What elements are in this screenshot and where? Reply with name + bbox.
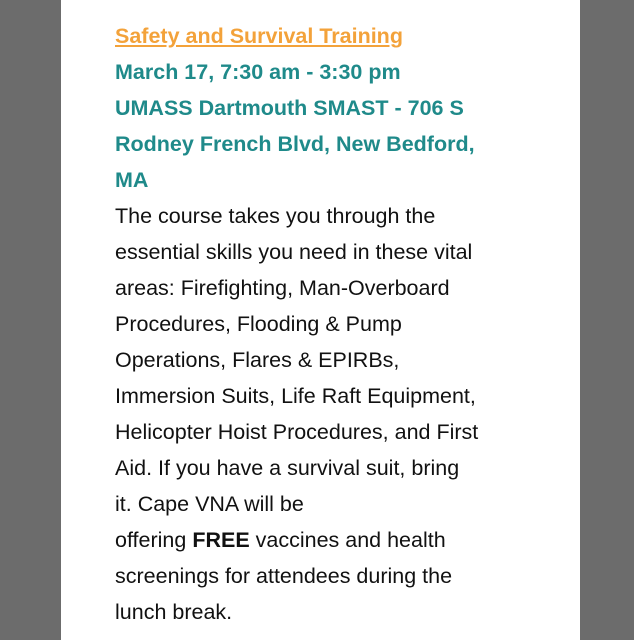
closing-line: screenings for attendees during the bbox=[115, 564, 453, 588]
event-content bbox=[115, 18, 575, 630]
description-line: areas: Firefighting, Man-Overboard bbox=[115, 276, 450, 300]
description-line: Aid. If you have a survival suit, bring bbox=[115, 456, 460, 480]
event-location-line: UMASS Dartmouth SMAST - 706 S bbox=[115, 96, 464, 120]
description-line: The course takes you through the bbox=[115, 204, 436, 228]
offer-free-emphasis: FREE bbox=[192, 528, 250, 552]
description-line: Immersion Suits, Life Raft Equipment, bbox=[115, 384, 476, 408]
description-line: essential skills you need in these vital bbox=[115, 240, 473, 264]
event-location-line: MA bbox=[115, 168, 149, 192]
description-line: Helicopter Hoist Procedures, and First bbox=[115, 420, 479, 444]
description-line: it. Cape VNA will be bbox=[115, 492, 304, 516]
page bbox=[61, 0, 580, 640]
event-location-line: Rodney French Blvd, New Bedford, bbox=[115, 132, 475, 156]
event-date-time: March 17, 7:30 am - 3:30 pm bbox=[115, 60, 401, 84]
offer-prefix: offering bbox=[115, 528, 193, 552]
closing-line: lunch break. bbox=[115, 600, 233, 624]
event-title-link[interactable]: Safety and Survival Training bbox=[115, 24, 403, 48]
description-line: Operations, Flares & EPIRBs, bbox=[115, 348, 400, 372]
offer-line bbox=[115, 522, 575, 558]
description-line: Procedures, Flooding & Pump bbox=[115, 312, 402, 336]
offer-suffix: vaccines and health bbox=[249, 528, 446, 552]
